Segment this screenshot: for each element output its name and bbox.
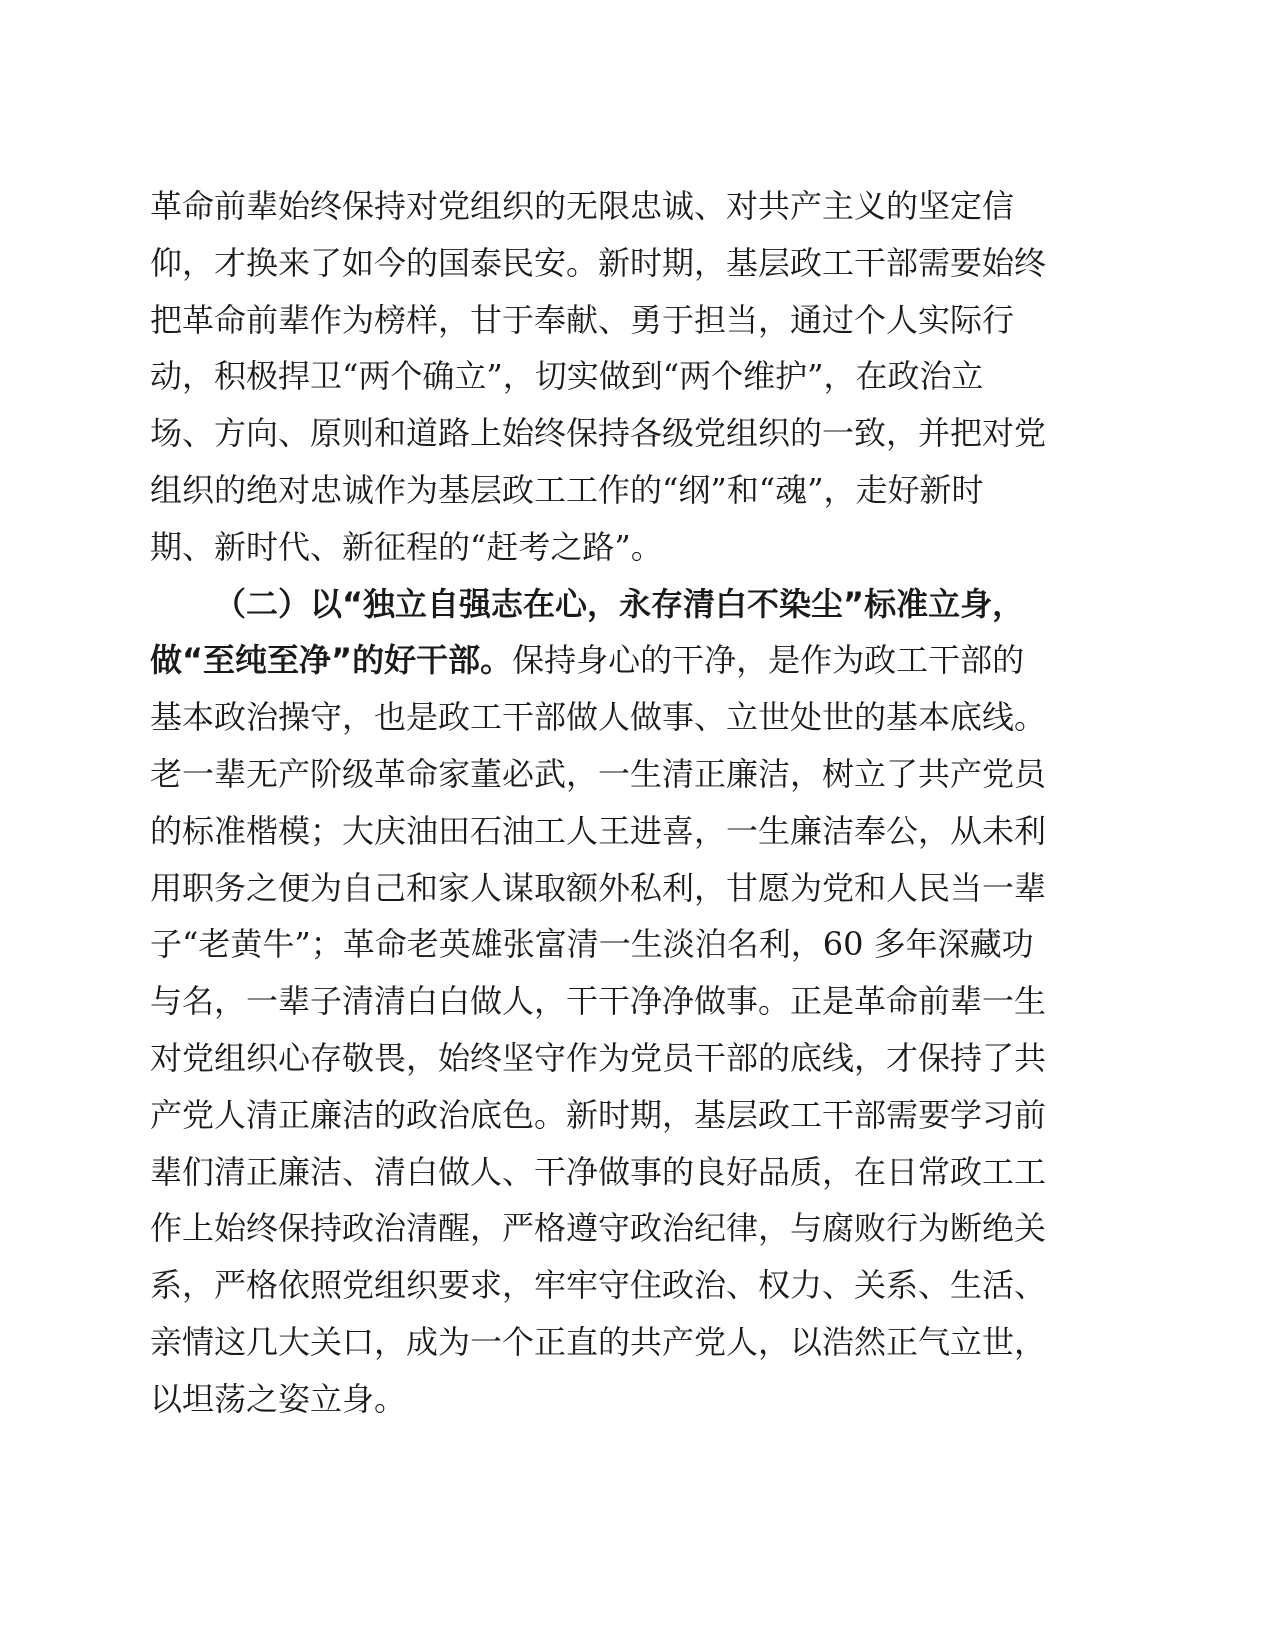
paragraph-2-line-8: 与名，一辈子清清白白做人，干干净净做事。正是革命前辈一生 — [150, 982, 1047, 1021]
paragraph-1-line-5: 场、方向、原则和道路上始终保持各级党组织的一致，并把对党 — [150, 414, 1047, 453]
paragraph-2-line-15: 以坦荡之姿立身。 — [150, 1379, 407, 1418]
document-body — [150, 178, 1050, 1428]
paragraph-2-line-2-rest: 保持身心的干净，是作为政工干部的 — [512, 641, 1025, 680]
paragraph-1-line-2: 仰，才换来了如今的国泰民安。新时期，基层政工干部需要始终 — [150, 243, 1047, 282]
paragraph-2-line-13: 系，严格依照党组织要求，牢牢守住政治、权力、关系、生活、 — [150, 1266, 1047, 1305]
paragraph-2-line-7: 子“老黄牛”；革命老英雄张富清一生淡泊名利，60 多年深藏功 — [150, 925, 1034, 964]
paragraph-1-line-4: 动，积极捍卫“两个确立”，切实做到“两个维护”，在政治立 — [150, 357, 984, 396]
paragraph-2-line-10: 产党人清正廉洁的政治底色。新时期，基层政工干部需要学习前 — [150, 1095, 1047, 1134]
paragraph-2-line-11: 辈们清正廉洁、清白做人、干净做事的良好品质，在日常政工工 — [150, 1152, 1047, 1191]
paragraph-1-line-3: 把革命前辈作为榜样，甘于奉献、勇于担当，通过个人实际行 — [150, 300, 1015, 339]
paragraph-2-line-4: 老一辈无产阶级革命家董必武，一生清正廉洁，树立了共产党员 — [150, 754, 1047, 793]
paragraph-2-line-5: 的标准楷模；大庆油田石油工人王进喜，一生廉洁奉公，从未利 — [150, 811, 1047, 850]
paragraph-1-line-1: 革命前辈始终保持对党组织的无限忠诚、对共产主义的坚定信 — [150, 187, 1015, 225]
paragraph-2-line-14: 亲情这几大关口，成为一个正直的共产党人，以浩然正气立世， — [150, 1322, 1047, 1361]
paragraph-2-line-12: 作上始终保持政治清醒，严格遵守政治纪律，与腐败行为断绝关 — [150, 1209, 1047, 1248]
paragraph-2-line-9: 对党组织心存敬畏，始终坚守作为党员干部的底线，才保持了共 — [150, 1038, 1047, 1077]
section-heading-line-1: （二）以“独立自强志在心，永存清白不染尘”标准立身， — [214, 584, 1025, 623]
paragraph-1-line-7: 期、新时代、新征程的“赶考之路”。 — [150, 527, 663, 566]
paragraph-2-line-2 — [150, 632, 1050, 689]
paragraph-2-line-3: 基本政治操守，也是政工干部做人做事、立世处世的基本底线。 — [150, 698, 1047, 737]
paragraph-2-line-6: 用职务之便为自己和家人谋取额外私利，甘愿为党和人民当一辈 — [150, 868, 1047, 907]
paragraph-1-line-6: 组织的绝对忠诚作为基层政工工作的“纲”和“魂”，走好新时 — [150, 470, 984, 509]
section-heading-line-2: 做“至纯至净”的好干部。 — [150, 641, 513, 680]
